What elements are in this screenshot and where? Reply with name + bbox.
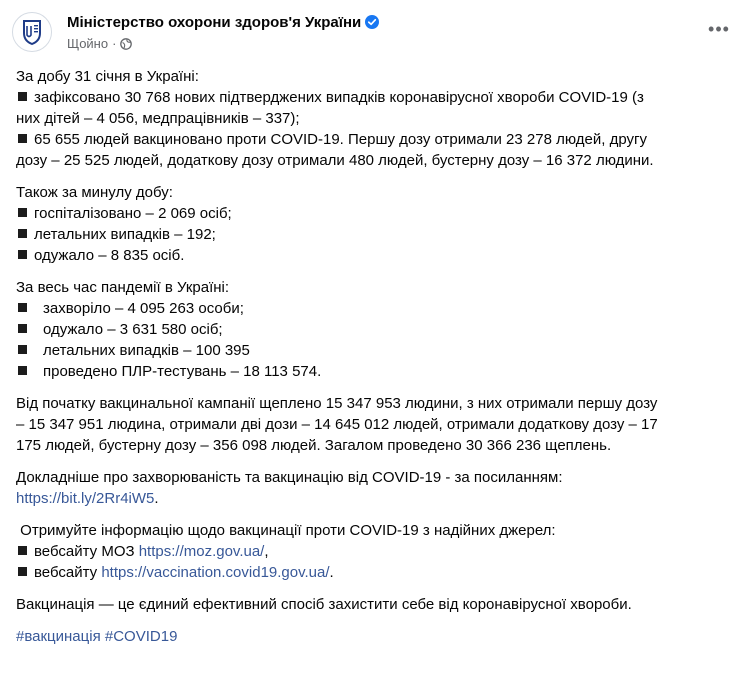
bullet-text: одужало – 3 631 580 осіб; [43,321,223,338]
paragraph-intro [16,520,736,541]
trusted-sources-paragraph [16,520,736,583]
bullet-square-icon [18,567,27,576]
paragraph-intro: Також за минулу добу: [16,184,173,201]
bullet-item [16,319,736,340]
ministry-logo-icon [17,17,47,47]
bullet-item [16,129,736,150]
bullet-text: госпіталізовано – 2 069 осіб; [34,205,232,222]
page-name-line [67,14,379,33]
bullet-square-icon [18,366,27,375]
bullet-item [16,224,736,245]
vaccination-website-link[interactable]: https://vaccination.covid19.gov.ua/ [101,564,330,581]
bullet-item [16,298,736,319]
bullet-square-icon [18,229,27,238]
hashtags [16,626,736,647]
post-text [16,66,736,647]
globe-icon[interactable] [120,38,132,53]
bullet-square-icon [18,134,27,143]
bullet-item [16,361,736,382]
bullet-square-icon [18,92,27,101]
bullet-text: вебсайту [34,564,102,581]
bullet-text: летальних випадків – 100 395 [43,342,250,359]
bullet-text: захворіло – 4 095 263 особи; [43,300,244,317]
bullet-square-icon [18,250,27,259]
bullet-item [16,87,736,108]
hashtag-covid19[interactable]: #COVID19 [104,628,178,645]
hashtag-vaccination[interactable]: #вакцинація [16,628,101,645]
bullet-text: зафіксовано 30 768 нових підтверджених випадків коронавірусної хвороби COVID-19 (з [34,89,644,106]
bullet-square-icon [18,303,27,312]
paragraph-line: – 15 347 951 людина, отримали дві дози – 14 645 012 людей, отримали додаткову дозу – 17 [16,416,658,433]
paragraph-line: Від початку вакцинальної кампанії щеплено 15 347 953 людини, з них отримали першу дозу [16,395,658,412]
meta-separator: · [112,36,117,51]
bullet-continuation: дозу – 25 525 людей, додаткову дозу отримали 480 людей, бустерну дозу – 16 372 людини. [16,152,654,169]
bullet-square-icon [18,345,27,354]
bullet-text: одужало – 8 835 осіб. [34,247,185,264]
punctuation: . [329,564,334,581]
post-meta [67,36,132,53]
bullet-continuation: них дітей – 4 056, медпрацівників – 337); [16,110,300,127]
bullet-square-icon [18,324,27,333]
page-name-link[interactable]: Міністерство охорони здоров'я України [67,14,362,31]
closing-paragraph [16,594,736,615]
verified-badge-icon [365,15,379,33]
post-header [12,10,737,54]
more-info-paragraph [16,467,736,509]
punctuation: , [264,543,269,560]
bullet-text: проведено ПЛР-тестувань – 18 113 574. [43,363,322,380]
bullet-text: 65 655 людей вакциновано проти COVID-19. Першу дозу отримали 23 278 людей, другу [34,131,647,148]
pandemic-totals-paragraph [16,277,736,382]
paragraph-line: Докладніше про захворюваність та вакцинацію від COVID-19 - за посиланням: [16,469,563,486]
bullet-text: вебсайту МОЗ [34,543,139,560]
punctuation: . [154,490,159,507]
bullet-square-icon [18,546,27,555]
moz-website-link[interactable]: https://moz.gov.ua/ [138,543,265,560]
bullet-item [16,203,736,224]
paragraph-line [16,488,736,509]
paragraph-text: Отримуйте інформацію щодо вакцинації проти COVID-19 з надійних джерел: [20,522,556,539]
bullet-item [16,340,736,361]
bullet-item [16,562,736,583]
daily-stats-paragraph [16,66,736,171]
bullet-item [16,245,736,266]
paragraph-line: Вакцинація — це єдиний ефективний спосіб захистити себе від коронавірусної хвороби. [16,596,632,613]
paragraph-line: 175 людей, бустерну дозу – 356 098 людей. Загалом проведено 30 366 236 щеплень. [16,437,612,454]
paragraph-intro: За весь час пандемії в Україні: [16,279,230,296]
bullet-square-icon [18,208,27,217]
post-timestamp[interactable]: Щойно [67,36,109,51]
bitly-link[interactable]: https://bit.ly/2Rr4iW5 [16,490,155,507]
bullet-text: летальних випадків – 192; [34,226,216,243]
past-day-paragraph [16,182,736,266]
more-options-icon[interactable]: ••• [708,19,730,39]
paragraph-intro: За добу 31 січня в Україні: [16,68,199,85]
page-avatar[interactable] [12,12,52,52]
vaccination-campaign-paragraph [16,393,736,456]
bullet-item [16,541,736,562]
